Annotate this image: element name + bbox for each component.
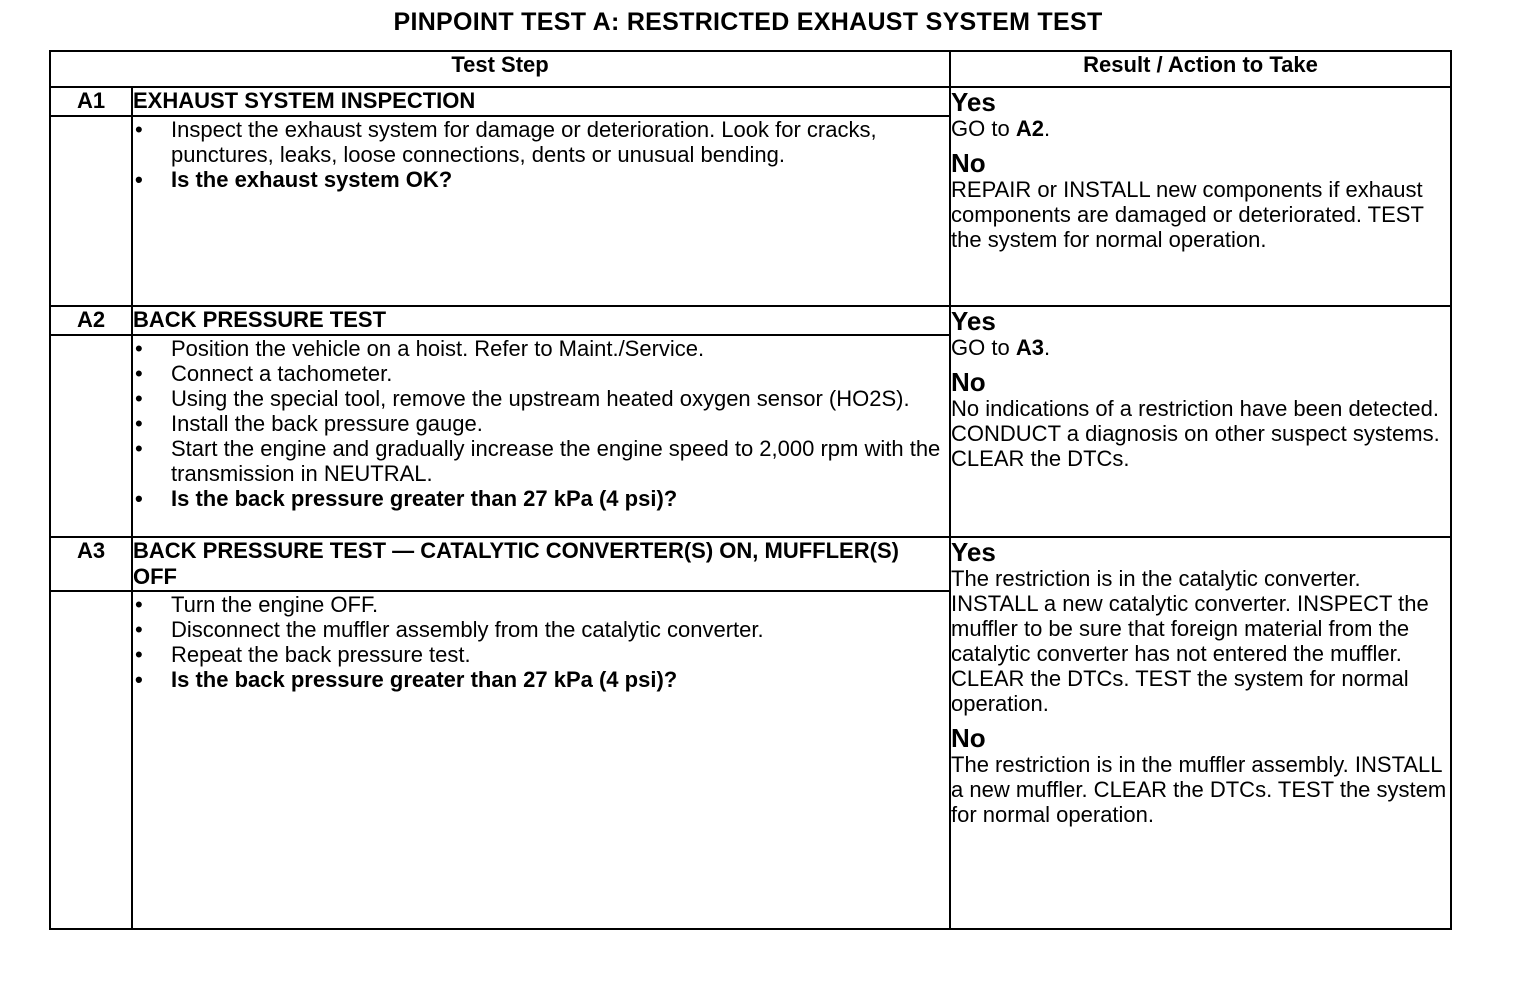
instruction-item: • Repeat the back pressure test. (135, 642, 471, 667)
step-question: • Is the back pressure greater than 27 kPa (4 psi)? (135, 486, 678, 511)
result-cell (950, 87, 1451, 306)
yes-label: Yes (951, 87, 996, 117)
header-test-step: Test Step (50, 51, 950, 87)
yes-label: Yes (951, 537, 996, 567)
no-action: REPAIR or INSTALL new components if exhaust components are damaged or deteriorated. TEST the system for normal operation. (951, 177, 1424, 252)
instruction-item: • Install the back pressure gauge. (135, 411, 483, 436)
step-instructions (132, 116, 950, 306)
instruction-item: • Using the special tool, remove the upstream heated oxygen sensor (HO2S). (135, 386, 910, 411)
instruction-item: • Connect a tachometer. (135, 361, 393, 386)
step-title-row (50, 306, 1451, 335)
pinpoint-test-table (49, 50, 1452, 930)
step-title: BACK PRESSURE TEST (132, 306, 950, 335)
step-reference: A2 (1015, 116, 1044, 141)
step-id-spacer (50, 591, 132, 929)
instruction-item: • Start the engine and gradually increase the engine speed to 2,000 rpm with the transmission in NEUTRAL. (135, 436, 941, 486)
step-title-row (50, 87, 1451, 116)
step-title-row (50, 537, 1451, 591)
header-result-action: Result / Action to Take (950, 51, 1451, 87)
step-question: • Is the exhaust system OK? (135, 167, 453, 192)
table-header-row (50, 51, 1451, 87)
instruction-item: • Inspect the exhaust system for damage or deterioration. Look for cracks, punctures, leaks, loose connections, dents or unusual bending. (135, 117, 877, 167)
step-question: • Is the back pressure greater than 27 kPa (4 psi)? (135, 667, 678, 692)
result-cell (950, 537, 1451, 929)
instruction-list (133, 336, 949, 511)
instruction-item: • Disconnect the muffler assembly from the catalytic converter. (135, 617, 764, 642)
page-title: PINPOINT TEST A: RESTRICTED EXHAUST SYSTEM TEST (393, 8, 1103, 36)
yes-action: The restriction is in the catalytic converter. INSTALL a new catalytic converter. INSPECT the muffler to be sure that foreign material from the catalytic converter has not entered the muffler. CLEAR the DTCs. TEST the system for normal operation. (951, 566, 1429, 716)
no-label: No (951, 367, 986, 397)
step-id: A2 (50, 306, 132, 335)
yes-action: GO to A2. (951, 116, 1051, 141)
step-id-spacer (50, 116, 132, 306)
step-id: A1 (50, 87, 132, 116)
instruction-list (133, 117, 949, 192)
step-id-spacer (50, 335, 132, 537)
instruction-item: • Position the vehicle on a hoist. Refer to Maint./Service. (135, 336, 705, 361)
result-cell (950, 306, 1451, 537)
step-title: BACK PRESSURE TEST — CATALYTIC CONVERTER(S) ON, MUFFLER(S) OFF (132, 537, 950, 591)
step-instructions (132, 335, 950, 537)
step-reference: A3 (1015, 335, 1044, 360)
instruction-item: • Turn the engine OFF. (135, 592, 379, 617)
instruction-list (133, 592, 949, 692)
yes-action: GO to A3. (951, 335, 1051, 360)
step-instructions (132, 591, 950, 929)
step-title: EXHAUST SYSTEM INSPECTION (132, 87, 950, 116)
no-label: No (951, 723, 986, 753)
step-id: A3 (50, 537, 132, 591)
yes-label: Yes (951, 306, 996, 336)
no-action: No indications of a restriction have been detected. CONDUCT a diagnosis on other suspect systems. CLEAR the DTCs. (951, 396, 1440, 471)
no-action: The restriction is in the muffler assembly. INSTALL a new muffler. CLEAR the DTCs. TEST the system for normal operation. (951, 752, 1447, 827)
no-label: No (951, 148, 986, 178)
